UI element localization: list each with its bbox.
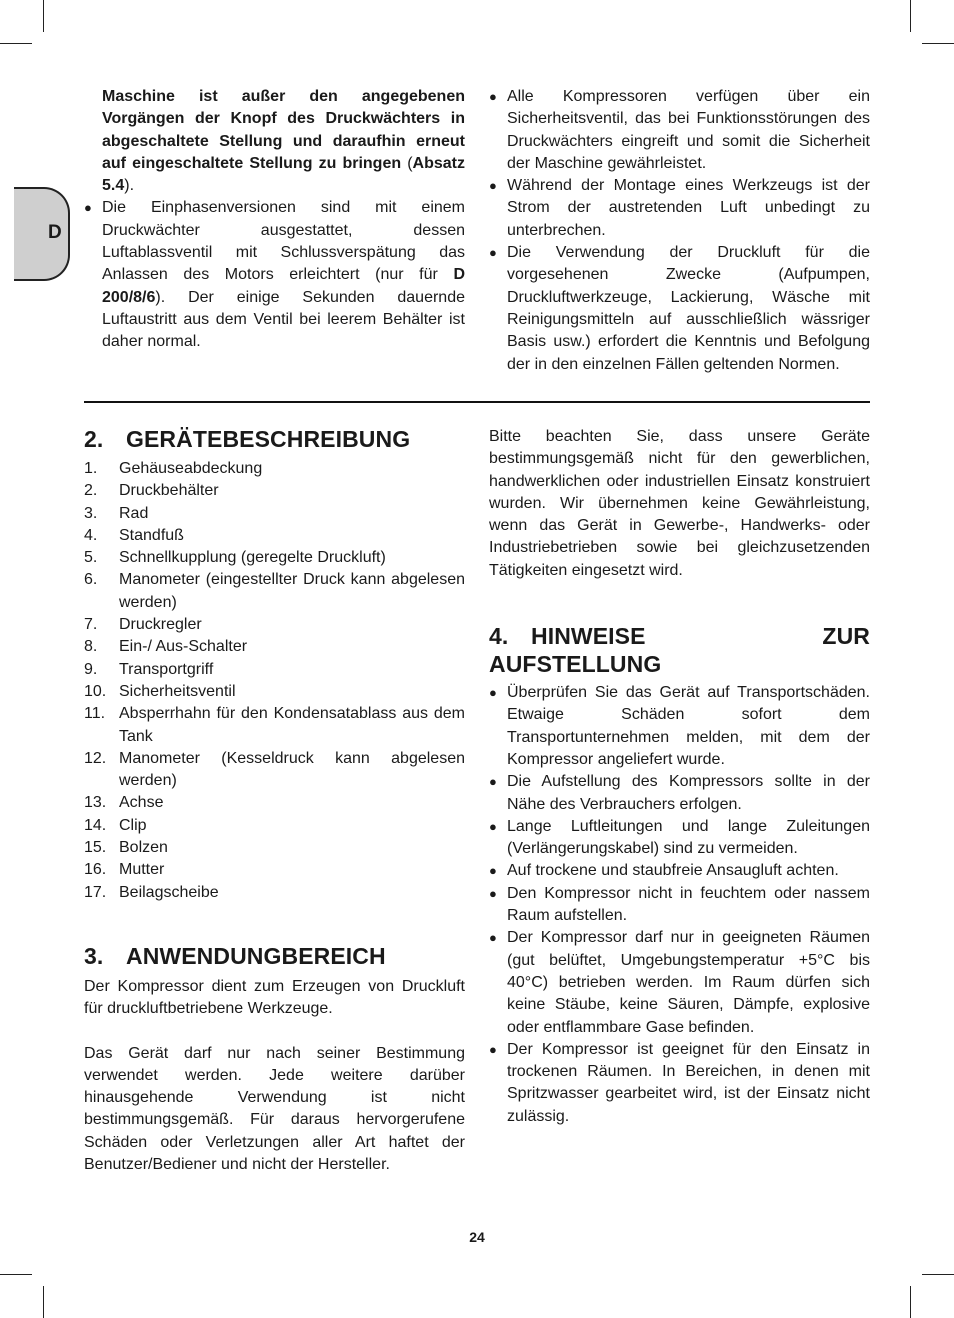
list-item [84,882,465,904]
list-item [84,614,465,636]
item-number: 12. [84,749,107,767]
bullet-text: ). Der einige Sekunden dauernde Luftaustritt aus dem Ventil bei leerem Behälter ist daher normal. [102,288,465,351]
list-item [84,681,465,703]
list-item [84,569,465,614]
item-number: 8. [84,638,98,656]
section-heading [84,942,465,970]
section-title: GERÄTEBESCHREIBUNG [126,426,411,452]
item-number: 4. [84,526,98,544]
item-number: 14. [84,816,107,834]
item-number: 6. [84,571,98,589]
list-item [84,458,465,480]
parts-list [84,458,465,904]
list-item [84,525,465,547]
item-number: 9. [84,660,98,678]
list-item [84,748,465,793]
item-text: Absperrhahn für den Kondensatablass aus dem Tank [119,705,465,745]
crop-mark [910,1286,911,1318]
item-text: Manometer (eingestellter Druck kann abgelesen werden) [119,571,465,611]
crop-mark [43,0,44,32]
section-title: ANWENDUNGBEREICH [126,942,386,969]
list-item [84,837,465,859]
setup-bullet-list [489,682,870,1128]
item-number: 2. [84,482,98,500]
list-item [84,815,465,837]
crop-mark [0,43,32,44]
item-text: Achse [119,794,164,812]
item-text: Manometer (Kesseldruck kann abgelesen werden) [119,749,465,790]
item-text: Bolzen [119,839,168,857]
item-text: Schnellkupplung (geregelte Druckluft) [119,549,386,567]
top-left-column [84,86,465,354]
page-number: 24 [469,1229,485,1245]
list-item [84,703,465,748]
list-item [84,197,465,353]
list-item: ● Lange Luftleitungen und lange Zuleitungen (Verlängerungskabel) sind zu vermeiden. [489,816,870,861]
item-text: Druckregler [119,616,202,634]
item-text: Transportgriff [119,660,214,678]
list-item [84,659,465,681]
list-item [84,636,465,658]
list-item [84,859,465,881]
item-text: Clip [119,816,147,834]
list-item: ● Während der Montage eines Werkzeugs ist der Strom der austretenden Luft unbedingt zu unterbrechen. [489,175,870,242]
top-right-column [489,86,870,376]
crop-mark [922,43,954,44]
item-text: Sicherheitsventil [119,682,236,700]
bullet-text: Die Einphasenversionen sind mit einem Druckwächter ausgestattet, dessen Luftablassventil mit Schlussverspätung das Anlassen des Motors erleichtert (nur für [102,199,465,284]
paragraph: Der Kompressor dient zum Erzeugen von Druckluft für druckluftbetriebene Werkzeuge. [84,977,465,1018]
item-text: Beilagscheibe [119,883,219,901]
list-item [84,792,465,814]
paragraph: Bitte beachten Sie, dass unsere Geräte bestimmungsgemäß nicht für den gewerblichen, handwerklichen oder industriellen Einsatz konstruiert wurden. Wir übernehmen keine Gewährleistung, wenn das Gerät in Gewerbe-, Handwerks- oder Industriebetrieben sowie bei gleichzusetzenden Tätigkeiten eingesetzt wird. [489,428,870,579]
item-text: Ein-/ Aus-Schalter [119,638,248,656]
item-number: 10. [84,682,107,700]
section-number: 4. [489,623,509,650]
item-number: 7. [84,616,98,634]
bottom-right-column [489,426,870,1128]
item-number: 11. [84,705,106,723]
crop-mark [43,1286,44,1318]
list-item: ● Auf trockene und staubfreie Ansaugluft achten. [489,860,870,882]
list-item: ● Alle Kompressoren verfügen über ein Sicherheitsventil, das bei Funktionsstörungen des Druckwächters eingreift und somit die Sicherheit der Maschine gewährleistet. [489,86,870,175]
section-reference: Absatz 5.4 [102,154,465,195]
list-item: ● Die Verwendung der Druckluft für die vorgesehenen Zwecke (Aufpumpen, Druckluftwerkzeuge, Lackierung, Wäsche mit Reinigungsmitteln auf ausschließlich wässriger Basis usw.) erfordert die Kenntnis und Befolgung der in den einzelnen Fällen geltenden Normen. [489,242,870,376]
section-number: 2. [84,426,104,452]
crop-mark [922,1274,954,1275]
list-item [84,480,465,502]
section-heading [84,425,465,453]
list-item: ● Den Kompressor nicht in feuchtem oder nassem Raum aufstellen. [489,883,870,928]
item-number: 17. [84,883,107,901]
divider [84,401,870,403]
section-heading [489,622,870,678]
section-title: HINWEISE ZUR AUFSTELLUNG [489,623,870,678]
list-item [84,547,465,569]
list-item: ● Der Kompressor ist geeignet für den Einsatz in trockenen Räumen. In Bereichen, in denen mit Spritzwasser gearbeitet wird, ist der Einsatz nicht zulässig. [489,1039,870,1128]
item-number: 16. [84,861,107,879]
item-number: 5. [84,549,98,567]
item-number: 1. [84,460,98,477]
list-item: ● Die Aufstellung des Kompressors sollte in der Nähe des Verbrauchers erfolgen. [489,771,870,816]
warning-text: Maschine ist außer den angegebenen Vorgängen der Knopf des Druckwächters in abgeschaltete Stellung und daraufhin erneut auf eingeschaltete Stellung zu bringen [102,88,465,172]
language-tab-label: D [48,222,62,243]
item-text: Rad [119,504,149,522]
list-item: ● Überprüfen Sie das Gerät auf Transportschäden. Etwaige Schäden sofort dem Transportunternehmen melden, mit dem der Kompressor angeliefert wurde. [489,682,870,771]
list-item [84,503,465,525]
item-number: 3. [84,504,98,522]
item-text: Standfuß [119,526,184,544]
crop-mark [910,0,911,32]
section-number: 3. [84,942,104,969]
bottom-left-column [84,425,465,1176]
paragraph: Das Gerät darf nur nach seiner Bestimmung verwendet werden. Jede weitere darüber hinausgehende Verwendung ist nicht bestimmungsgemäß. Für daraus hervorgerufene Schäden oder Verletzungen aller Art haftet der Benutzer/Bediener und nicht der Hersteller. [84,1044,465,1174]
model-name: D 200/8/6 [102,266,465,306]
item-number: 15. [84,839,107,857]
warning-paragraph: Maschine ist außer den angegebenen Vorgängen der Knopf des Druckwächters in abgeschaltete Stellung und daraufhin erneut auf eingeschaltete Stellung zu bringen (Absatz 5.4). [102,88,465,195]
item-text: Druckbehälter [119,482,219,500]
language-tab [14,187,70,281]
item-text: Gehäuseabdeckung [119,460,263,477]
crop-mark [0,1274,32,1275]
item-number: 13. [84,794,107,812]
list-item: ● Der Kompressor darf nur in geeigneten Räumen (gut belüftet, Umgebungstemperatur +5°C bis 40°C) betrieben werden. Im Raum dürfen sich keine Stäube, keine Säuren, Dämpfe, explosive oder entflammbare Gase befinden. [489,927,870,1038]
item-text: Mutter [119,861,165,879]
